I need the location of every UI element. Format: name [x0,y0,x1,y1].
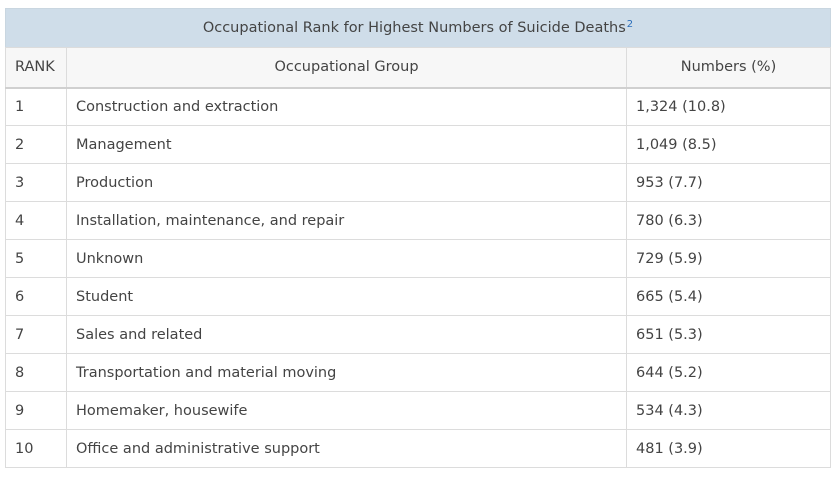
rank-cell: 7 [6,316,67,354]
numbers-cell: 780 (6.3) [627,202,831,240]
group-cell: Construction and extraction [67,88,627,126]
numbers-cell: 1,324 (10.8) [627,88,831,126]
table-header-row [6,48,831,88]
group-cell: Homemaker, housewife [67,392,627,430]
rank-cell: 8 [6,354,67,392]
table-caption-text: Occupational Rank for Highest Numbers of Suicide Deaths [202,20,626,36]
table-row [6,430,831,468]
rank-cell: 10 [6,430,67,468]
rank-cell: 4 [6,202,67,240]
numbers-cell: 729 (5.9) [627,240,831,278]
occupation-table-container [5,8,830,468]
numbers-cell: 1,049 (8.5) [627,126,831,164]
rank-cell: 3 [6,164,67,202]
group-cell: Production [67,164,627,202]
group-cell: Sales and related [67,316,627,354]
numbers-cell: 651 (5.3) [627,316,831,354]
footnote-link[interactable]: 2 [626,19,634,30]
group-cell: Office and administrative support [67,430,627,468]
rank-cell: 1 [6,88,67,126]
group-cell: Management [67,126,627,164]
rank-cell: 2 [6,126,67,164]
table-row [6,392,831,430]
numbers-cell: 481 (3.9) [627,430,831,468]
header-rank: RANK [6,48,67,88]
table-row [6,240,831,278]
table-caption [5,8,831,47]
table-row [6,88,831,126]
header-numbers: Numbers (%) [627,48,831,88]
header-occupational-group: Occupational Group [67,48,627,88]
table-row [6,126,831,164]
group-cell: Installation, maintenance, and repair [67,202,627,240]
table-row [6,278,831,316]
rank-cell: 9 [6,392,67,430]
occupation-suicide-table [5,8,831,468]
table-row [6,164,831,202]
rank-cell: 6 [6,278,67,316]
numbers-cell: 665 (5.4) [627,278,831,316]
group-cell: Unknown [67,240,627,278]
numbers-cell: 953 (7.7) [627,164,831,202]
numbers-cell: 534 (4.3) [627,392,831,430]
table-row [6,354,831,392]
group-cell: Student [67,278,627,316]
table-row [6,316,831,354]
rank-cell: 5 [6,240,67,278]
group-cell: Transportation and material moving [67,354,627,392]
table-row [6,202,831,240]
numbers-cell: 644 (5.2) [627,354,831,392]
